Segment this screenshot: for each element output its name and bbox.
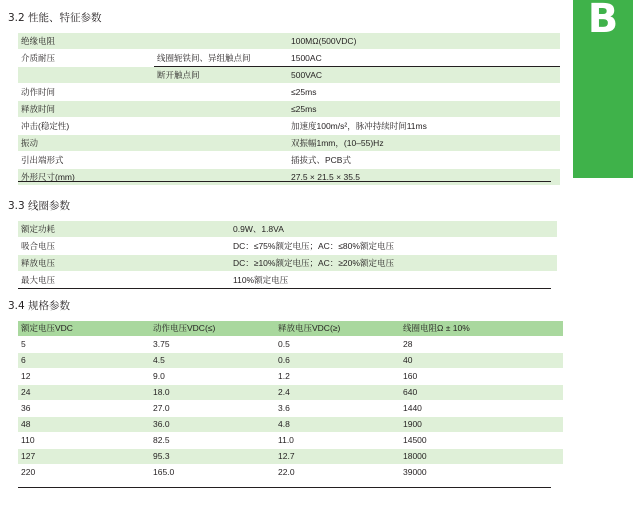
table-cell: 24	[18, 385, 150, 401]
row-label: 吸合电压	[18, 238, 230, 255]
row-label: 释放电压	[18, 255, 230, 272]
table-cell: 12.7	[275, 449, 400, 465]
row-value: 0.9W、1.8VA	[230, 221, 557, 238]
row-label: 冲击(稳定性)	[18, 118, 154, 135]
table-cell: 28	[400, 337, 563, 353]
table-cell: 11.0	[275, 433, 400, 449]
row-value: 100MΩ(500VDC)	[288, 33, 560, 50]
row-value: 双振幅1mm，(10–55)Hz	[288, 135, 560, 152]
row-label: 额定功耗	[18, 221, 230, 238]
table-cell: 18.0	[150, 385, 275, 401]
table-row	[18, 272, 557, 289]
row-sublabel	[154, 152, 288, 169]
table-cell: 3.6	[275, 401, 400, 417]
table-cell: 127	[18, 449, 150, 465]
row-label: 绝缘电阻	[18, 33, 154, 50]
table-row	[18, 33, 560, 50]
table-row	[18, 369, 563, 385]
table-row	[18, 449, 563, 465]
table-row	[18, 50, 560, 67]
section-tab-letter: B	[587, 0, 619, 42]
row-value: ≤25ms	[288, 101, 560, 118]
table-cell: 1440	[400, 401, 563, 417]
section-tab-b	[573, 0, 633, 178]
table-cell: 12	[18, 369, 150, 385]
table-cell: 165.0	[150, 465, 275, 481]
table-cell: 40	[400, 353, 563, 369]
table-cell: 1.2	[275, 369, 400, 385]
table-row	[18, 417, 563, 433]
row-label: 最大电压	[18, 272, 230, 289]
table-row	[18, 401, 563, 417]
column-header: 额定电压VDC	[18, 321, 150, 337]
table-cell: 160	[400, 369, 563, 385]
row-sublabel	[154, 101, 288, 118]
row-label: 振动	[18, 135, 154, 152]
spec-table	[18, 321, 563, 481]
row-value: 110%额定电压	[230, 272, 557, 289]
table-cell: 0.5	[275, 337, 400, 353]
table-header-row	[18, 321, 563, 337]
table-row	[18, 221, 557, 238]
table-bottom-rule	[18, 487, 551, 488]
table-cell: 4.5	[150, 353, 275, 369]
table-cell: 14500	[400, 433, 563, 449]
table-cell: 0.6	[275, 353, 400, 369]
table-row	[18, 152, 560, 169]
table-row	[18, 433, 563, 449]
table-row	[18, 135, 560, 152]
row-sublabel: 线圈轭铁间、异组触点间	[154, 50, 288, 67]
table-cell: 5	[18, 337, 150, 353]
table-row	[18, 385, 563, 401]
row-sublabel	[154, 33, 288, 50]
table-cell: 22.0	[275, 465, 400, 481]
table-cell: 640	[400, 385, 563, 401]
row-value: DC：≤75%额定电压；AC：≤80%额定电压	[230, 238, 557, 255]
table-row	[18, 67, 560, 84]
table-row	[18, 465, 563, 481]
coil-table	[18, 221, 557, 289]
row-label: 介质耐压	[18, 50, 154, 67]
table-row	[18, 169, 560, 186]
column-header: 释放电压VDC(≥)	[275, 321, 400, 337]
table-bottom-rule	[18, 288, 551, 289]
table-row	[18, 118, 560, 135]
table-cell: 36	[18, 401, 150, 417]
row-label	[18, 67, 154, 84]
row-label: 释放时间	[18, 101, 154, 118]
row-label: 动作时间	[18, 84, 154, 101]
table-cell: 95.3	[150, 449, 275, 465]
performance-table	[18, 33, 560, 186]
row-sublabel	[154, 169, 288, 186]
row-sublabel	[154, 118, 288, 135]
table-cell: 4.8	[275, 417, 400, 433]
table-cell: 3.75	[150, 337, 275, 353]
table-row	[18, 337, 563, 353]
table-cell: 27.0	[150, 401, 275, 417]
column-header: 线圈电阻Ω ± 10%	[400, 321, 563, 337]
row-value: 500VAC	[288, 67, 560, 84]
row-value: ≤25ms	[288, 84, 560, 101]
row-value: DC：≥10%额定电压；AC：≥20%额定电压	[230, 255, 557, 272]
row-sublabel	[154, 84, 288, 101]
table-cell: 2.4	[275, 385, 400, 401]
table-bottom-rule	[18, 181, 551, 182]
table-cell: 110	[18, 433, 150, 449]
table-row	[18, 101, 560, 118]
section-34-title: 3.4 规格参数	[8, 300, 71, 312]
row-value: 1500AC	[288, 50, 560, 67]
table-row	[18, 84, 560, 101]
row-value: 27.5 × 21.5 × 35.5	[288, 169, 560, 186]
table-row	[18, 353, 563, 369]
section-32-title: 3.2 性能、特征参数	[8, 12, 102, 24]
row-value: 加速度100m/s²，脉冲持续时间11ms	[288, 118, 560, 135]
table-cell: 39000	[400, 465, 563, 481]
table-cell: 9.0	[150, 369, 275, 385]
table-row	[18, 255, 557, 272]
table-row	[18, 238, 557, 255]
table-cell: 36.0	[150, 417, 275, 433]
row-sublabel	[154, 135, 288, 152]
table-cell: 18000	[400, 449, 563, 465]
table-cell: 1900	[400, 417, 563, 433]
table-cell: 220	[18, 465, 150, 481]
row-sublabel: 断开触点间	[154, 67, 288, 84]
table-cell: 82.5	[150, 433, 275, 449]
table-cell: 6	[18, 353, 150, 369]
section-33-title: 3.3 线圈参数	[8, 200, 71, 212]
column-header: 动作电压VDC(≤)	[150, 321, 275, 337]
row-value: 插拔式、PCB式	[288, 152, 560, 169]
table-cell: 48	[18, 417, 150, 433]
row-label: 引出端形式	[18, 152, 154, 169]
row-label: 外形尺寸(mm)	[18, 169, 154, 186]
